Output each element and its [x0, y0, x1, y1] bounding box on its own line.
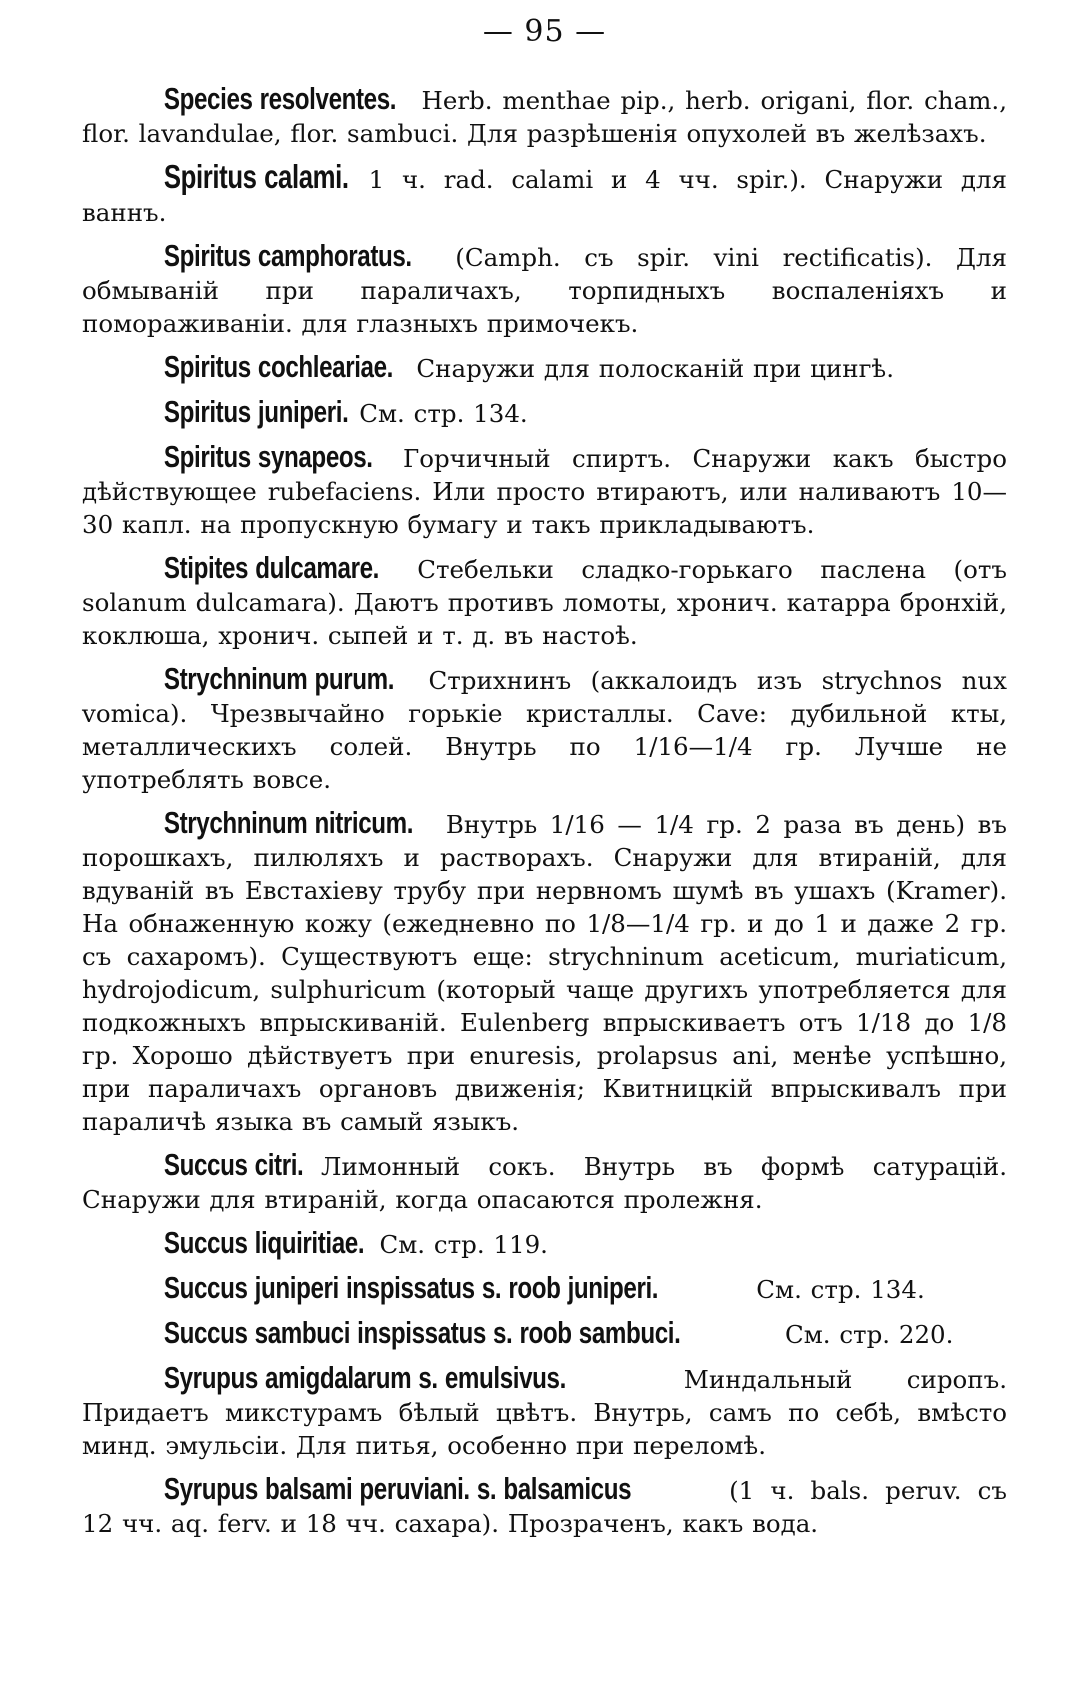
entry-text: Herb. menthae pip., herb. origani, flor. cham., flor. lavandulae, flor. sambuci. Для разрѣшенія опухолей въ желѣзахъ. [82, 86, 1007, 148]
entry-syrupus-balsami [82, 1472, 1007, 1540]
entry-text: См. стр. 220. [776, 1320, 954, 1349]
entry-term: Species resolventes. [163, 81, 397, 116]
entry-term: Succus citri. [163, 1147, 304, 1182]
entry-spiritus-camphoratus [82, 239, 1007, 340]
entry-term: Spiritus cochleariae. [163, 349, 393, 384]
entry-species-resolventes [82, 82, 1007, 150]
entry-text: Снаружи для полосканій при цингѣ. [407, 354, 894, 383]
book-page [82, 0, 1007, 1696]
entry-text: Лимонный сокъ. Внутрь въ формѣ сатурацій. Снаружи для втираній, когда опасаются пролежня. [82, 1152, 1007, 1214]
entry-term: Strychninum purum. [163, 661, 395, 696]
entry-list [82, 82, 1007, 1550]
entry-text: (Camph. съ spir. vini rectificatis). Для обмываній при параличахъ, торпидныхъ воспаленіяхъ и поморaживаніи. для глазныхъ примочекъ. [82, 243, 1007, 338]
entry-term: Succus liquiritiae. [163, 1225, 365, 1260]
entry-succus-citri [82, 1148, 1007, 1216]
entry-strychninum-purum [82, 662, 1007, 796]
entry-text: Горчичный спиртъ. Снаружи какъ быстро дѣйствующее rubefaciens. Или просто втираютъ, или наливаютъ 10—30 капл. на пропускную бумагу и такъ прикладываютъ. [82, 444, 1007, 539]
entry-term: Succus juniperi inspissatus s. roob juniperi. [163, 1270, 659, 1305]
entry-term: Strychninum nitricum. [163, 805, 414, 840]
entry-term: Spiritus synapeos. [163, 439, 373, 474]
entry-spiritus-calami [82, 160, 1007, 229]
entry-spiritus-cochleariae [82, 350, 1007, 385]
entry-text: Стебельки сладко-горькаго паслена (отъ solanum dulcamara). Даютъ противъ ломоты, хронич. катарра бронхій, коклюша, хронич. сыпей и т. д. въ настоѣ. [82, 555, 1007, 650]
entry-term: Succus sambuci inspissatus s. roob sambuci. [163, 1315, 681, 1350]
entry-text: См. стр. 134. [747, 1275, 925, 1304]
entry-text: См. стр. 119. [370, 1230, 548, 1259]
entry-spiritus-juniperi [82, 395, 1007, 430]
entry-text: 1 ч. rad. calami и 4 чч. spir.). Снаружи для ваннъ. [82, 165, 1007, 227]
entry-stipites-dulcamare [82, 551, 1007, 652]
entry-succus-sambuci [82, 1316, 1007, 1351]
entry-succus-liquiritiae [82, 1226, 1007, 1261]
entry-text: (1 ч. bals. peruv. съ 12 чч. aq. ferv. и 18 чч. сахара). Прозраченъ, какъ вода. [82, 1476, 1007, 1538]
entry-text: См. стр. 134. [350, 399, 528, 428]
entry-term: Spiritus camphoratus. [163, 238, 412, 273]
entry-term: Syrupus amigdalarum s. emulsivus. [163, 1360, 566, 1395]
entry-text: Миндальный сиропъ. Придаетъ микстурамъ бѣлый цвѣтъ. Внутрь, самъ по себѣ, вмѣсто минд. эмульсіи. Для питья, особенно при переломѣ. [82, 1365, 1007, 1460]
entry-term: Spiritus calami. [163, 158, 349, 195]
entry-term: Syrupus balsami peruviani. s. balsamicus [163, 1471, 632, 1506]
entry-text: Стрихнинъ (аккалоидъ изъ strychnos nux vomica). Чрезвычайно горькіе кристаллы. Cave: дубильной кты, металлическихъ солей. Внутрь по 1/16—1/4 гр. Лучше не употреблять вовсе. [82, 666, 1007, 794]
entry-term: Spiritus juniperi. [163, 394, 349, 429]
entry-syrupus-amigdalarum [82, 1361, 1007, 1462]
entry-spiritus-synapeos [82, 440, 1007, 541]
entry-term: Stipites dulcamare. [163, 550, 379, 585]
entry-succus-juniperi [82, 1271, 1007, 1306]
entry-strychninum-nitricum [82, 806, 1007, 1138]
entry-text: Внутрь 1/16 — 1/4 гр. 2 раза въ день) въ порошкахъ, пилюляхъ и растворахъ. Снаружи для втираній, для вдуваній въ Евстахіеву трубу при нервномъ шумѣ въ ушахъ (Kramer). На обнаженную кожу (ежедневно по 1/8—1/4 гр. и до 1 и даже 2 гр. съ сахаромъ). Существуютъ еще: strychninum aceticum, muriaticum, hydrojodicum, sulphuricum (который чаще другихъ употребляется для подкожныхъ впрыскиваній. Eulenberg впрыскиваетъ отъ 1/18 до 1/8 гр. Хорошо дѣйствуетъ при enuresis, prolapsus ani, менѣе успѣшно, при параличахъ органовъ движенія; Квитницкій впрыскивалъ при параличѣ языка въ самый языкъ. [82, 810, 1007, 1136]
page-number: — 95 — [482, 14, 607, 49]
